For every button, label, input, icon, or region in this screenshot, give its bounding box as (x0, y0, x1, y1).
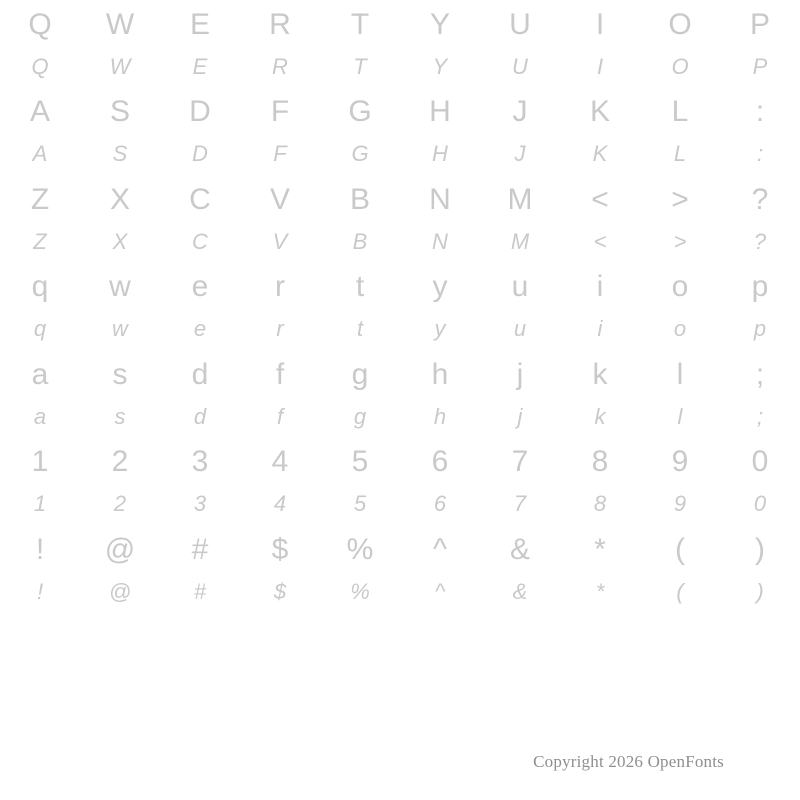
glyph-upright: q (31, 270, 49, 304)
glyph-upright: W (105, 7, 135, 41)
glyph-cell (560, 350, 640, 438)
glyph-upright: B (349, 182, 370, 216)
glyph-italic: > (673, 228, 687, 254)
glyph-upright: & (509, 532, 530, 566)
glyph-italic: & (512, 578, 528, 604)
glyph-cell (400, 88, 480, 176)
glyph-cell (480, 525, 560, 613)
glyph-cell (80, 350, 160, 438)
glyph-italic: D (192, 141, 208, 167)
glyph-cell (480, 438, 560, 526)
glyph-cell (240, 350, 320, 438)
glyph-upright: 3 (191, 445, 209, 479)
glyph-italic: Y (432, 53, 448, 79)
glyph-italic: ) (756, 578, 764, 604)
glyph-upright: y (432, 270, 448, 304)
glyph-italic: J (514, 141, 526, 167)
glyph-cell (400, 263, 480, 351)
glyph-italic: 9 (673, 491, 687, 517)
glyph-italic: 4 (273, 491, 287, 517)
glyph-cell (320, 263, 400, 351)
glyph-upright: N (429, 182, 451, 216)
glyph-upright: a (31, 357, 49, 391)
glyph-cell (560, 263, 640, 351)
glyph-italic: % (350, 578, 370, 604)
glyph-upright: L (671, 95, 689, 129)
glyph-cell (160, 0, 240, 88)
glyph-upright: e (191, 270, 209, 304)
glyph-upright: 7 (511, 445, 529, 479)
glyph-italic: d (193, 403, 207, 429)
glyph-italic: r (276, 316, 284, 342)
glyph-cell (720, 175, 800, 263)
glyph-cell (80, 88, 160, 176)
glyph-italic: M (510, 228, 530, 254)
glyph-upright: 2 (111, 445, 129, 479)
glyph-upright: M (507, 182, 533, 216)
glyph-cell (240, 0, 320, 88)
glyph-cell (320, 438, 400, 526)
glyph-upright: p (751, 270, 769, 304)
glyph-cell (480, 350, 560, 438)
glyph-upright: H (429, 95, 451, 129)
glyph-cell (80, 263, 160, 351)
glyph-italic: g (353, 403, 367, 429)
glyph-italic: X (112, 228, 128, 254)
glyph-cell (640, 350, 720, 438)
glyph-italic: $ (273, 578, 287, 604)
glyph-cell (640, 0, 720, 88)
glyph-italic: o (673, 316, 687, 342)
glyph-italic: # (193, 578, 207, 604)
glyph-italic: u (513, 316, 527, 342)
glyph-cell (400, 350, 480, 438)
glyph-cell (240, 263, 320, 351)
glyph-upright: h (431, 357, 449, 391)
glyph-cell (240, 525, 320, 613)
glyph-cell (640, 88, 720, 176)
glyph-cell (720, 350, 800, 438)
glyph-italic: A (32, 141, 48, 167)
glyph-upright: t (355, 270, 365, 304)
glyph-italic: V (272, 228, 288, 254)
glyph-cell (160, 175, 240, 263)
glyph-upright: > (671, 182, 689, 216)
glyph-italic: N (432, 228, 448, 254)
glyph-italic: 8 (593, 491, 607, 517)
glyph-italic: C (192, 228, 208, 254)
glyph-cell-empty (560, 613, 640, 701)
glyph-cell (480, 0, 560, 88)
glyph-cell (560, 88, 640, 176)
glyph-italic: t (356, 316, 364, 342)
glyph-upright: K (589, 95, 610, 129)
glyph-italic: i (597, 316, 603, 342)
glyph-upright: V (269, 182, 290, 216)
glyph-italic: f (276, 403, 284, 429)
glyph-upright: $ (271, 532, 289, 566)
glyph-upright: Z (30, 182, 50, 216)
glyph-cell (400, 175, 480, 263)
glyph-italic: * (595, 578, 605, 604)
glyph-italic: S (112, 141, 128, 167)
glyph-italic: ( (676, 578, 684, 604)
glyph-italic: ! (36, 578, 44, 604)
glyph-cell (160, 350, 240, 438)
glyph-italic: Z (33, 228, 47, 254)
glyph-upright: Q (28, 7, 52, 41)
glyph-upright: ^ (432, 532, 448, 566)
glyph-italic: W (109, 53, 131, 79)
glyph-upright: w (109, 270, 131, 304)
glyph-cell (640, 263, 720, 351)
glyph-italic: p (753, 316, 767, 342)
glyph-upright: 1 (31, 445, 49, 479)
glyph-upright: k (592, 357, 608, 391)
glyph-italic: I (596, 53, 604, 79)
glyph-cell (160, 263, 240, 351)
glyph-cell (320, 0, 400, 88)
glyph-upright: r (275, 270, 285, 304)
glyph-cell (160, 88, 240, 176)
glyph-cell (0, 88, 80, 176)
glyph-italic: O (671, 53, 689, 79)
glyph-upright: J (512, 95, 528, 129)
glyph-italic: s (114, 403, 126, 429)
glyph-upright: 9 (671, 445, 689, 479)
copyright-notice: Copyright 2026 OpenFonts (533, 752, 724, 771)
glyph-cell (720, 263, 800, 351)
glyph-cell (80, 175, 160, 263)
glyph-italic: w (112, 316, 128, 342)
glyph-upright: 5 (351, 445, 369, 479)
glyph-upright: f (275, 357, 285, 391)
glyph-italic: k (594, 403, 606, 429)
glyph-cell (400, 0, 480, 88)
glyph-upright: d (191, 357, 209, 391)
glyph-cell-empty (320, 613, 400, 701)
glyph-cell (240, 175, 320, 263)
glyph-upright: i (596, 270, 604, 304)
glyph-upright: A (29, 95, 50, 129)
glyph-upright: S (109, 95, 130, 129)
glyph-italic: a (33, 403, 47, 429)
glyph-italic: < (593, 228, 607, 254)
glyph-cell (320, 350, 400, 438)
glyph-italic: 0 (753, 491, 767, 517)
glyph-italic: L (673, 141, 687, 167)
glyph-cell (320, 525, 400, 613)
glyph-cell-empty (400, 613, 480, 701)
glyph-italic: h (433, 403, 447, 429)
glyph-cell (160, 438, 240, 526)
glyph-cell (0, 263, 80, 351)
glyph-upright: l (676, 357, 684, 391)
glyph-upright: D (189, 95, 211, 129)
glyph-upright: U (509, 7, 531, 41)
glyph-italic: : (756, 141, 764, 167)
glyph-upright: T (350, 7, 370, 41)
glyph-cell (560, 0, 640, 88)
glyph-italic: 5 (353, 491, 367, 517)
glyph-italic: B (352, 228, 368, 254)
glyph-cell (560, 525, 640, 613)
glyph-cell (240, 438, 320, 526)
glyph-upright: 6 (431, 445, 449, 479)
glyph-italic: l (677, 403, 683, 429)
glyph-cell (400, 438, 480, 526)
glyph-upright: G (348, 95, 372, 129)
glyph-italic: 3 (193, 491, 207, 517)
glyph-italic: j (517, 403, 523, 429)
glyph-cell (720, 0, 800, 88)
glyph-cell (0, 438, 80, 526)
glyph-upright: # (191, 532, 209, 566)
glyph-cell (480, 175, 560, 263)
glyph-upright: ) (755, 532, 765, 566)
glyph-upright: < (591, 182, 609, 216)
glyph-italic: @ (108, 578, 132, 604)
glyph-cell (0, 525, 80, 613)
glyph-upright: C (189, 182, 211, 216)
glyph-cell (640, 525, 720, 613)
glyph-upright: @ (104, 532, 136, 566)
glyph-italic: G (351, 141, 369, 167)
glyph-cell (320, 175, 400, 263)
glyph-cell (400, 525, 480, 613)
glyph-italic: y (434, 316, 446, 342)
glyph-italic: E (192, 53, 208, 79)
glyph-upright: * (594, 532, 606, 566)
glyph-cell (720, 525, 800, 613)
glyph-italic: 6 (433, 491, 447, 517)
glyph-italic: K (592, 141, 608, 167)
glyph-upright: u (511, 270, 529, 304)
glyph-cell (480, 263, 560, 351)
glyph-upright: % (346, 532, 374, 566)
glyph-upright: ! (35, 532, 45, 566)
glyph-upright: s (112, 357, 128, 391)
glyph-cell-empty (480, 613, 560, 701)
glyph-upright: 4 (271, 445, 289, 479)
glyph-upright: P (749, 7, 770, 41)
glyph-italic: 7 (513, 491, 527, 517)
glyph-upright: E (189, 7, 210, 41)
glyph-upright: g (351, 357, 369, 391)
glyph-italic: P (752, 53, 768, 79)
glyph-cell (160, 525, 240, 613)
glyph-italic: e (193, 316, 207, 342)
glyph-cell-empty (80, 613, 160, 701)
glyph-cell (80, 438, 160, 526)
glyph-italic: ^ (434, 578, 446, 604)
glyph-cell (560, 438, 640, 526)
glyph-italic: q (33, 316, 47, 342)
glyph-cell-empty (0, 613, 80, 701)
glyph-upright: 0 (751, 445, 769, 479)
glyph-cell-empty (720, 613, 800, 701)
glyph-cell (640, 438, 720, 526)
glyph-cell (80, 525, 160, 613)
glyph-cell-empty (640, 613, 720, 701)
glyph-italic: 2 (113, 491, 127, 517)
glyph-upright: j (516, 357, 524, 391)
glyph-upright: o (671, 270, 689, 304)
glyph-upright: F (270, 95, 290, 129)
glyph-cell (240, 88, 320, 176)
glyph-cell (560, 175, 640, 263)
glyph-italic: R (272, 53, 288, 79)
glyph-cell-empty (160, 613, 240, 701)
glyph-italic: ? (753, 228, 767, 254)
glyph-upright: X (109, 182, 130, 216)
glyph-italic: 1 (33, 491, 47, 517)
glyph-upright: ; (755, 357, 765, 391)
glyph-cell (0, 350, 80, 438)
glyph-cell (480, 88, 560, 176)
glyph-upright: R (269, 7, 291, 41)
glyph-italic: T (353, 53, 367, 79)
glyph-upright: O (668, 7, 692, 41)
glyph-cell (720, 88, 800, 176)
glyph-italic: F (273, 141, 287, 167)
glyph-cell (0, 175, 80, 263)
glyph-italic: Q (31, 53, 49, 79)
glyph-italic: H (432, 141, 448, 167)
glyph-upright: I (595, 7, 605, 41)
glyph-italic: U (512, 53, 528, 79)
glyph-upright: 8 (591, 445, 609, 479)
glyph-upright: : (755, 95, 765, 129)
glyph-italic: ; (756, 403, 764, 429)
glyph-upright: ( (675, 532, 685, 566)
glyph-cell (720, 438, 800, 526)
glyph-cell (80, 0, 160, 88)
glyph-upright: Y (429, 7, 450, 41)
glyph-cell-empty (240, 613, 320, 701)
glyph-cell (0, 0, 80, 88)
glyph-cell (320, 88, 400, 176)
glyph-upright: ? (751, 182, 769, 216)
glyph-cell (640, 175, 720, 263)
